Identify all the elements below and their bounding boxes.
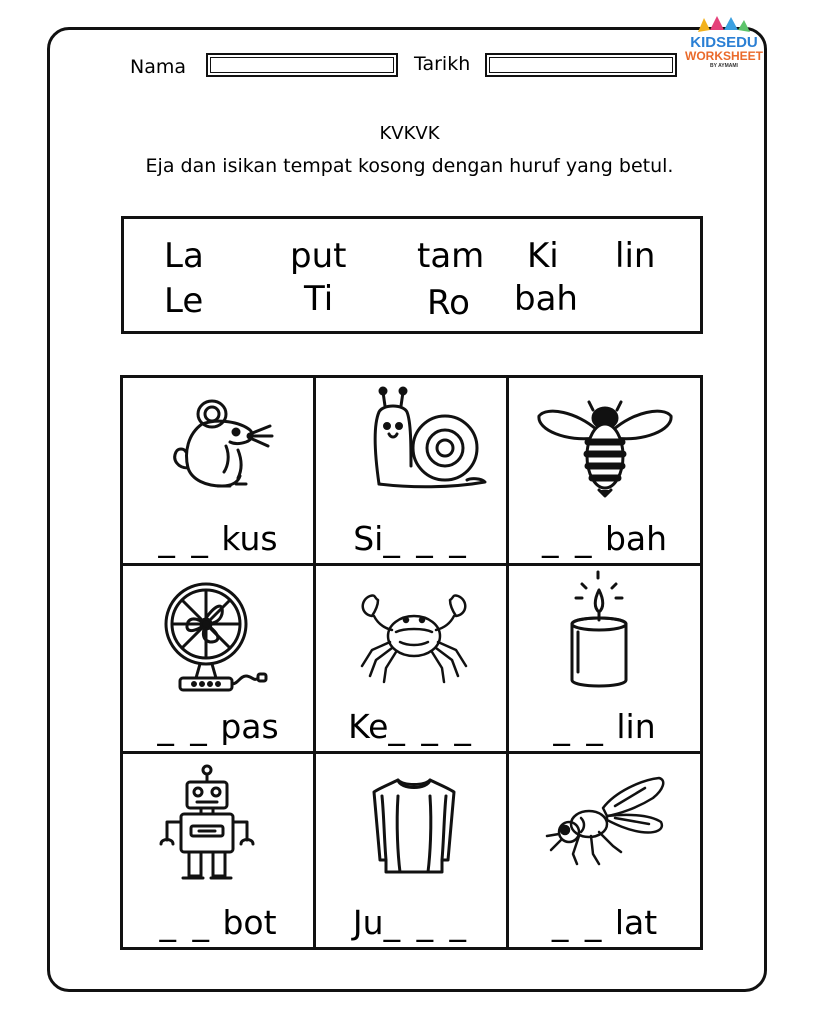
word-pas bbox=[123, 707, 313, 746]
word-bank-syllable: put bbox=[290, 236, 347, 276]
logo-line2: WORKSHEET bbox=[685, 49, 763, 63]
date-field[interactable] bbox=[485, 53, 677, 77]
date-label: Tarikh bbox=[414, 53, 471, 75]
word-bank-syllable: Ro bbox=[427, 283, 470, 323]
crab-icon bbox=[354, 584, 474, 684]
word-bank-syllable: lin bbox=[615, 236, 656, 276]
word-part: Ju bbox=[352, 903, 384, 942]
blank-prefix: _ _ bbox=[551, 903, 605, 942]
mouse-icon bbox=[158, 390, 278, 495]
card-fan bbox=[123, 566, 316, 754]
blank-prefix: _ _ bbox=[541, 519, 595, 558]
card-fly bbox=[509, 754, 700, 947]
name-field[interactable] bbox=[206, 53, 398, 77]
word-bank-syllable: Le bbox=[164, 281, 204, 321]
word-bot bbox=[123, 903, 313, 942]
blank-prefix: _ _ bbox=[157, 707, 210, 746]
card-shirt bbox=[316, 754, 509, 947]
logo-line1: KIDSEDU bbox=[690, 34, 758, 51]
card-mouse bbox=[123, 378, 316, 566]
blank-suffix: _ _ _ bbox=[383, 519, 469, 558]
card-crab bbox=[316, 566, 509, 754]
word-part: Si bbox=[353, 519, 384, 558]
name-label: Nama bbox=[130, 56, 187, 78]
word-ke bbox=[316, 707, 506, 746]
word-part: Ke bbox=[348, 707, 389, 746]
worksheet-title: KVKVK bbox=[379, 123, 440, 144]
word-part: bot bbox=[222, 903, 277, 942]
kidsedu-logo bbox=[684, 10, 764, 80]
word-si bbox=[316, 519, 506, 558]
instruction-text: Eja dan isikan tempat kosong dengan huruf yang betul. bbox=[145, 155, 674, 177]
word-part: pas bbox=[220, 707, 279, 746]
blank-prefix: _ _ bbox=[159, 903, 212, 942]
word-part: lin bbox=[616, 707, 656, 746]
word-bah bbox=[509, 519, 700, 558]
word-ju bbox=[316, 903, 506, 942]
robot-icon bbox=[159, 764, 255, 884]
picture-grid bbox=[120, 375, 703, 950]
candle-icon bbox=[564, 570, 644, 690]
blank-prefix: _ _ bbox=[158, 519, 211, 558]
word-part: bah bbox=[604, 519, 668, 558]
word-bank-syllable: bah bbox=[514, 279, 578, 319]
word-bank-syllable: tam bbox=[417, 236, 485, 276]
shirt-icon bbox=[368, 776, 460, 876]
fan-icon bbox=[158, 582, 278, 692]
word-part: kus bbox=[221, 519, 278, 558]
card-robot bbox=[123, 754, 316, 947]
logo-line3: BY AYMAMI bbox=[710, 63, 738, 69]
word-part: lat bbox=[614, 903, 658, 942]
word-kus bbox=[123, 519, 313, 558]
word-bank-syllable: La bbox=[164, 236, 204, 276]
word-bank bbox=[121, 216, 703, 334]
snail-icon bbox=[371, 386, 491, 496]
blank-suffix: _ _ _ bbox=[383, 903, 470, 942]
word-lat bbox=[509, 903, 700, 942]
card-snail bbox=[316, 378, 509, 566]
word-bank-syllable: Ki bbox=[527, 236, 559, 276]
word-lin bbox=[509, 707, 700, 746]
fly-icon bbox=[545, 774, 669, 870]
card-bee bbox=[509, 378, 700, 566]
word-bank-syllable: Ti bbox=[304, 279, 334, 319]
blank-prefix: _ _ bbox=[553, 707, 606, 746]
card-candle bbox=[509, 566, 700, 754]
blank-suffix: _ _ _ bbox=[388, 707, 474, 746]
bee-icon bbox=[537, 400, 673, 498]
